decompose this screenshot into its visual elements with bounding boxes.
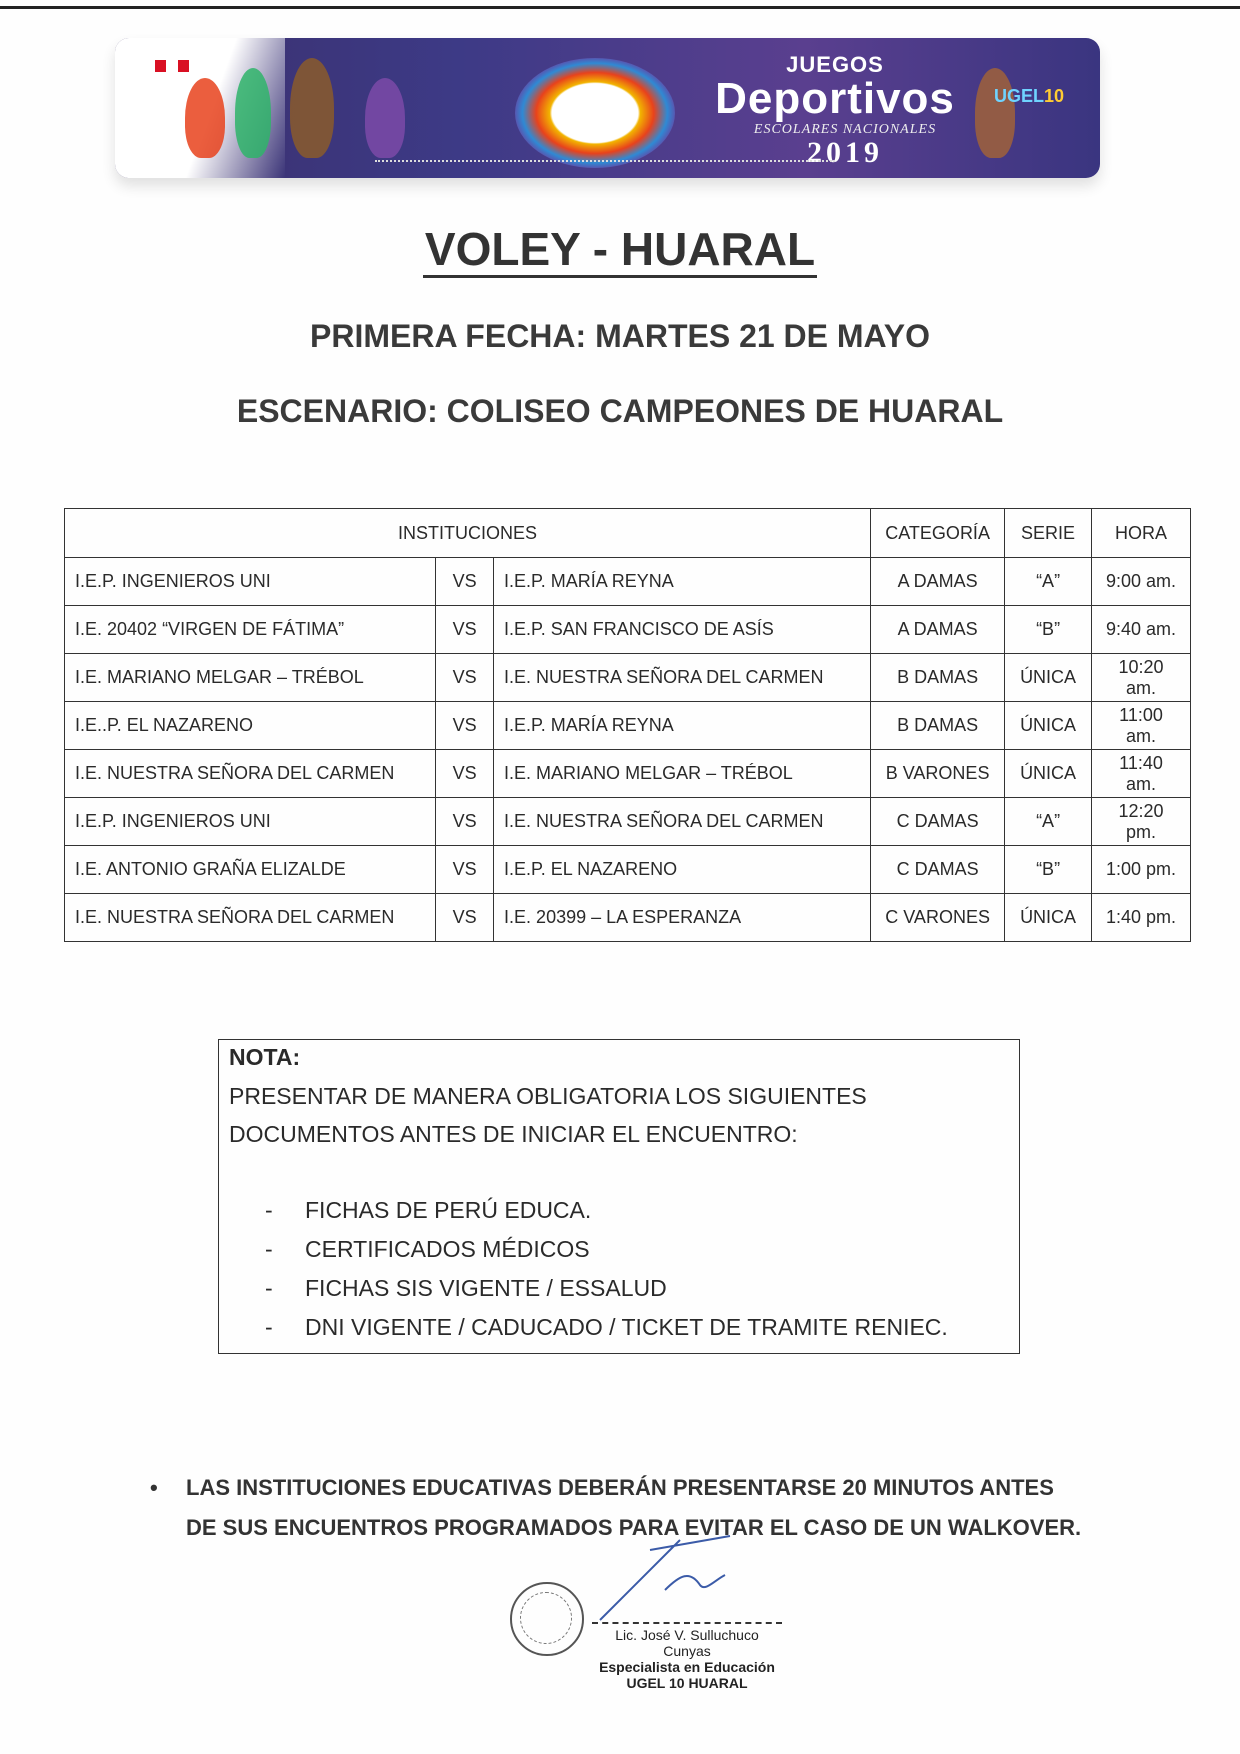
- athlete-figure-icon: [235, 68, 271, 158]
- vs-cell: VS: [436, 606, 494, 654]
- categoria-cell: B VARONES: [871, 750, 1005, 798]
- vs-cell: VS: [436, 654, 494, 702]
- vs-cell: VS: [436, 750, 494, 798]
- athlete-figure-icon: [185, 78, 225, 158]
- vs-cell: VS: [436, 798, 494, 846]
- banner-year: 2019: [807, 136, 883, 169]
- categoria-cell: C DAMAS: [871, 846, 1005, 894]
- team-b-cell: I.E. NUESTRA SEÑORA DEL CARMEN: [494, 798, 871, 846]
- document-item: FICHAS SIS VIGENTE / ESSALUD: [305, 1275, 667, 1301]
- hora-cell: 1:00 pm.: [1092, 846, 1191, 894]
- date-heading: PRIMERA FECHA: MARTES 21 DE MAYO: [310, 318, 930, 354]
- categoria-cell: C VARONES: [871, 894, 1005, 942]
- team-a-cell: I.E. NUESTRA SEÑORA DEL CARMEN: [65, 750, 436, 798]
- serie-cell: ÚNICA: [1005, 654, 1092, 702]
- header-serie: SERIE: [1005, 509, 1092, 558]
- table-row: [65, 558, 1191, 606]
- athlete-figure-icon: [975, 68, 1015, 158]
- nota-line-1: PRESENTAR DE MANERA OBLIGATORIA LOS SIGUIENTES: [229, 1083, 867, 1109]
- handwritten-signature-icon: [590, 1530, 750, 1630]
- banner-title: Deportivos: [715, 74, 955, 123]
- athlete-figure-icon: [290, 58, 334, 158]
- hora-cell: 12:20 pm.: [1092, 798, 1191, 846]
- team-b-cell: I.E.P. SAN FRANCISCO DE ASÍS: [494, 606, 871, 654]
- team-a-cell: I.E. MARIANO MELGAR – TRÉBOL: [65, 654, 436, 702]
- table-row: [65, 750, 1191, 798]
- team-a-cell: I.E. NUESTRA SEÑORA DEL CARMEN: [65, 894, 436, 942]
- hora-cell: 11:00 am.: [1092, 702, 1191, 750]
- footer-line-2: DE SUS ENCUENTROS PROGRAMADOS PARA EVITAR EL CASO DE UN WALKOVER.: [186, 1515, 1082, 1540]
- nota-label: NOTA:: [229, 1044, 301, 1070]
- nota-line-2: DOCUMENTOS ANTES DE INICIAR EL ENCUENTRO:: [229, 1121, 798, 1147]
- team-a-cell: I.E.P. INGENIEROS UNI: [65, 798, 436, 846]
- vs-cell: VS: [436, 558, 494, 606]
- hora-cell: 9:00 am.: [1092, 558, 1191, 606]
- page-title: [0, 222, 1240, 276]
- team-a-cell: I.E. 20402 “VIRGEN DE FÁTIMA”: [65, 606, 436, 654]
- team-b-cell: I.E.P. EL NAZARENO: [494, 846, 871, 894]
- list-item: - FICHAS SIS VIGENTE / ESSALUD: [265, 1269, 1009, 1308]
- header-instituciones: INSTITUCIONES: [65, 509, 871, 558]
- document-item: FICHAS DE PERÚ EDUCA.: [305, 1197, 592, 1223]
- vs-cell: VS: [436, 846, 494, 894]
- hora-cell: 11:40 am.: [1092, 750, 1191, 798]
- schedule-table: [64, 508, 1191, 942]
- banner-subtitle: JUEGOS: [786, 52, 884, 77]
- peru-flag-icon: [155, 60, 189, 72]
- hora-cell: 9:40 am.: [1092, 606, 1191, 654]
- header-hora: HORA: [1092, 509, 1191, 558]
- categoria-cell: B DAMAS: [871, 654, 1005, 702]
- top-border-rule: [0, 6, 1240, 9]
- ugel-logo-text: UGEL: [993, 86, 1044, 106]
- table-row: [65, 846, 1191, 894]
- serie-cell: ÚNICA: [1005, 702, 1092, 750]
- document-item: CERTIFICADOS MÉDICOS: [305, 1236, 590, 1262]
- serie-cell: “B”: [1005, 846, 1092, 894]
- serie-cell: ÚNICA: [1005, 750, 1092, 798]
- games-emblem-icon: [515, 58, 675, 168]
- venue-heading: ESCENARIO: COLISEO CAMPEONES DE HUARAL: [236, 393, 1004, 429]
- official-stamp-icon: [510, 1582, 584, 1656]
- team-a-cell: I.E.P. INGENIEROS UNI: [65, 558, 436, 606]
- table-header-row: [65, 509, 1191, 558]
- team-b-cell: I.E.P. MARÍA REYNA: [494, 558, 871, 606]
- team-b-cell: I.E. 20399 – LA ESPERANZA: [494, 894, 871, 942]
- table-row: [65, 894, 1191, 942]
- categoria-cell: A DAMAS: [871, 558, 1005, 606]
- categoria-cell: A DAMAS: [871, 606, 1005, 654]
- table-row: [65, 702, 1191, 750]
- signature-block: [592, 1622, 782, 1691]
- ugel-logo-number: 10: [1043, 86, 1064, 106]
- banner-slogan: [375, 156, 835, 162]
- signer-role: Especialista en Educación: [599, 1659, 775, 1675]
- nota-box: [218, 1039, 1020, 1354]
- table-row: [65, 606, 1191, 654]
- signer-office: UGEL 10 HUARAL: [626, 1675, 748, 1691]
- team-b-cell: I.E. MARIANO MELGAR – TRÉBOL: [494, 750, 871, 798]
- serie-cell: “B”: [1005, 606, 1092, 654]
- categoria-cell: B DAMAS: [871, 702, 1005, 750]
- document-item: DNI VIGENTE / CADUCADO / TICKET DE TRAMITE RENIEC.: [305, 1314, 948, 1340]
- required-documents-list: [265, 1191, 1009, 1347]
- serie-cell: ÚNICA: [1005, 894, 1092, 942]
- footer-line-1: LAS INSTITUCIONES EDUCATIVAS DEBERÁN PRESENTARSE 20 MINUTOS ANTES: [186, 1475, 1054, 1500]
- hora-cell: 10:20 am.: [1092, 654, 1191, 702]
- list-item: - FICHAS DE PERÚ EDUCA.: [265, 1191, 1009, 1230]
- team-a-cell: I.E. ANTONIO GRAÑA ELIZALDE: [65, 846, 436, 894]
- serie-cell: “A”: [1005, 558, 1092, 606]
- athlete-figure-icon: [365, 78, 405, 158]
- vs-cell: VS: [436, 894, 494, 942]
- categoria-cell: C DAMAS: [871, 798, 1005, 846]
- team-b-cell: I.E. NUESTRA SEÑORA DEL CARMEN: [494, 654, 871, 702]
- team-a-cell: I.E..P. EL NAZARENO: [65, 702, 436, 750]
- hora-cell: 1:40 pm.: [1092, 894, 1191, 942]
- serie-cell: “A”: [1005, 798, 1092, 846]
- vs-cell: VS: [436, 702, 494, 750]
- event-banner: [115, 38, 1100, 178]
- list-item: - DNI VIGENTE / CADUCADO / TICKET DE TRAMITE RENIEC.: [265, 1308, 1009, 1347]
- signer-name: Lic. José V. Sulluchuco Cunyas: [615, 1627, 759, 1659]
- bullet-icon: •: [150, 1475, 158, 1500]
- header-categoria: CATEGORÍA: [871, 509, 1005, 558]
- table-row: [65, 654, 1191, 702]
- ugel-logo: [994, 86, 1064, 107]
- list-item: - CERTIFICADOS MÉDICOS: [265, 1230, 1009, 1269]
- banner-tagline: ESCOLARES NACIONALES: [753, 122, 937, 137]
- page-title-text: VOLEY - HUARAL: [423, 223, 817, 278]
- signature-line: [592, 1622, 782, 1624]
- table-row: [65, 798, 1191, 846]
- team-b-cell: I.E.P. MARÍA REYNA: [494, 702, 871, 750]
